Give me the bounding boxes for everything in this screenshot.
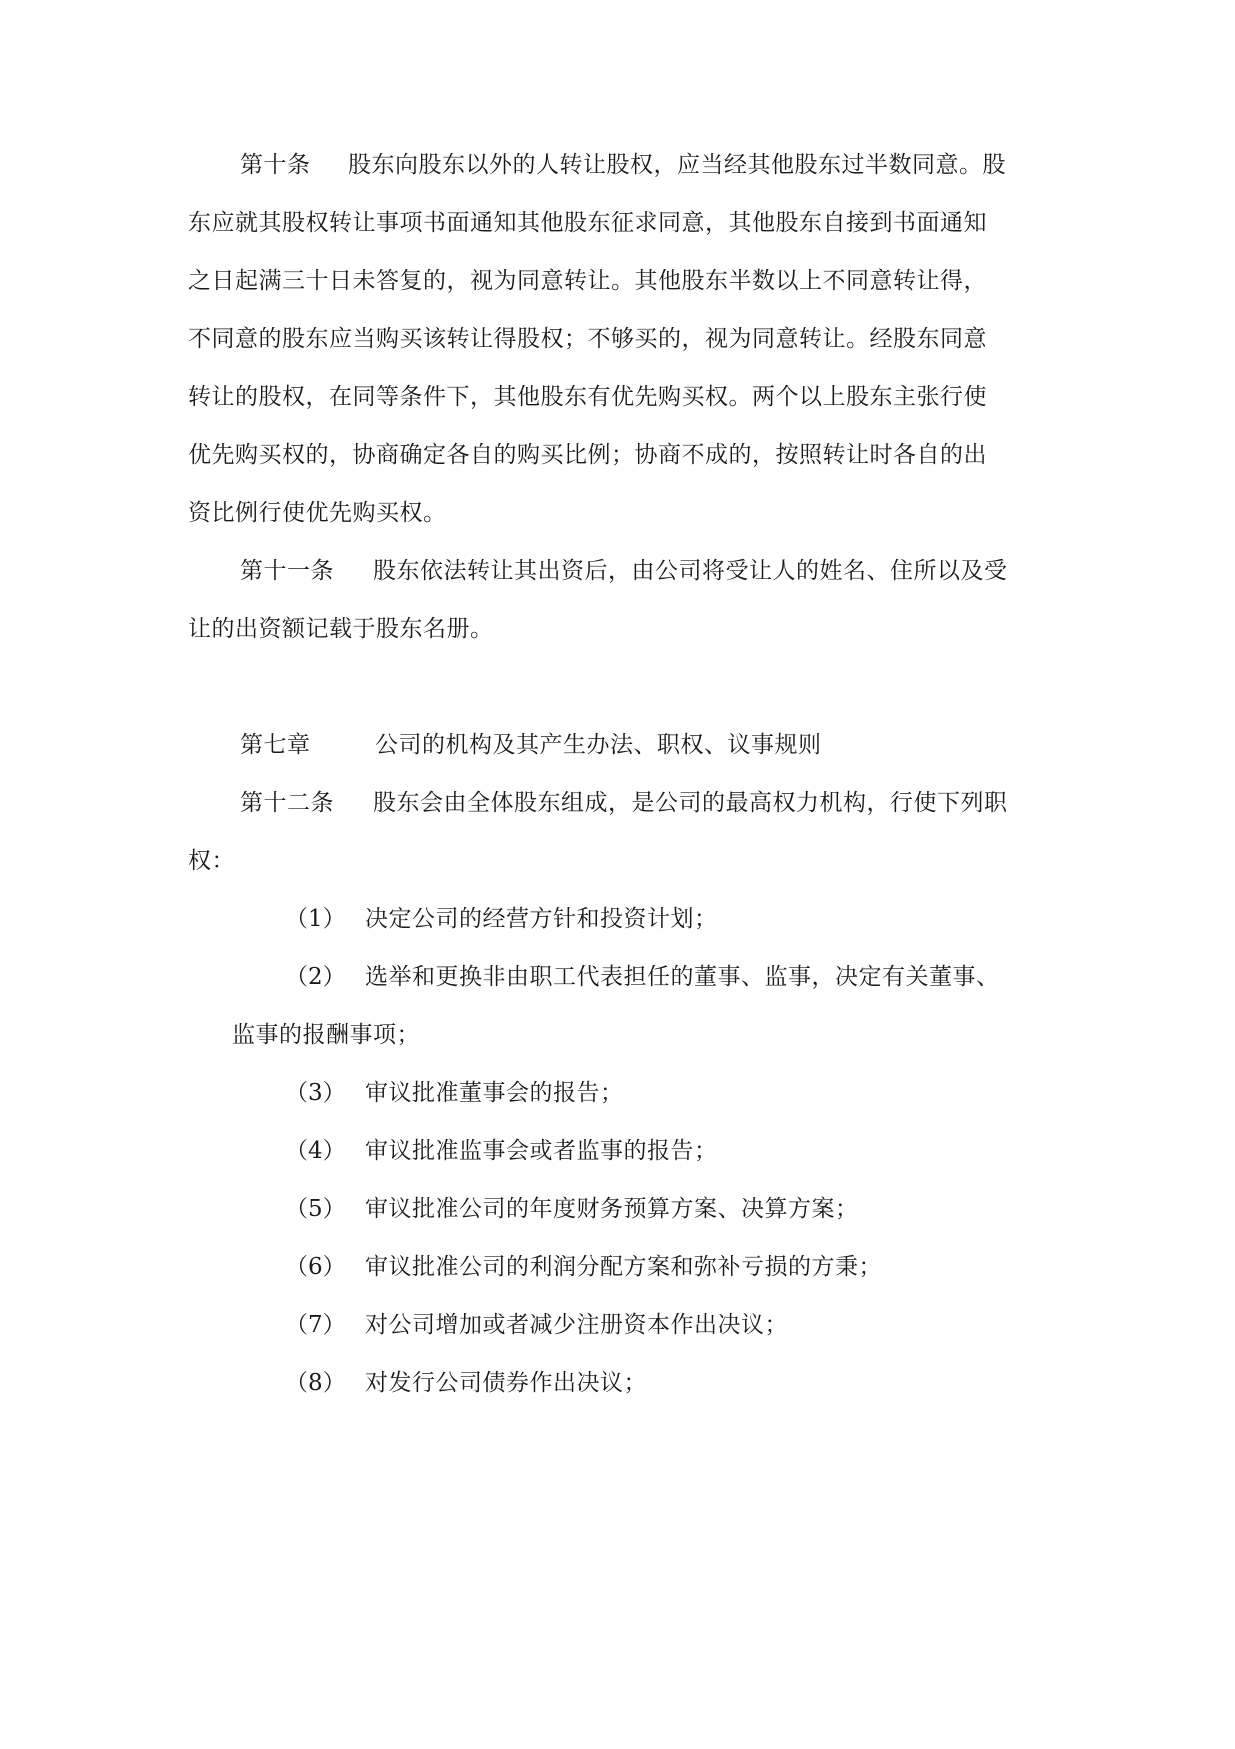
article-10-line: 资比例行使优先购买权。 xyxy=(188,500,447,526)
item-text: 选举和更换非由职工代表担任的董事、监事，决定有关董事、 xyxy=(365,964,1000,990)
item-number: （7） xyxy=(285,1312,346,1338)
article-11-line: 股东依法转让其出资后，由公司将受让人的姓名、住所以及受 xyxy=(373,558,1008,584)
chapter-7-label: 第七章 xyxy=(240,732,311,758)
article-10-line: 优先购买权的，协商确定各自的购买比例；协商不成的，按照转让时各自的出 xyxy=(188,442,987,468)
item-text: 审议批准监事会或者监事的报告； xyxy=(365,1138,718,1164)
chapter-7-title: 公司的机构及其产生办法、职权、议事规则 xyxy=(375,732,822,758)
item-number: （8） xyxy=(285,1370,346,1396)
item-text: 对公司增加或者减少注册资本作出决议； xyxy=(365,1312,788,1338)
item-number: （5） xyxy=(285,1196,346,1222)
article-10-line: 东应就其股权转让事项书面通知其他股东征求同意，其他股东自接到书面通知 xyxy=(188,210,987,236)
article-10-label: 第十条 xyxy=(240,152,311,178)
article-12-label: 第十二条 xyxy=(240,790,334,816)
article-12-line: 权： xyxy=(188,848,235,874)
article-11-label: 第十一条 xyxy=(240,558,334,584)
item-text: 对发行公司债券作出决议； xyxy=(365,1370,647,1396)
item-number: （2） xyxy=(285,964,346,990)
item-number: （6） xyxy=(285,1254,346,1280)
item-number: （4） xyxy=(285,1138,346,1164)
article-12-line: 股东会由全体股东组成，是公司的最高权力机构，行使下列职 xyxy=(373,790,1008,816)
item-text: 决定公司的经营方针和投资计划； xyxy=(365,906,718,932)
item-text-continued: 监事的报酬事项； xyxy=(232,1022,420,1048)
item-text: 审议批准公司的年度财务预算方案、决算方案； xyxy=(365,1196,859,1222)
article-10-line: 股东向股东以外的人转让股权，应当经其他股东过半数同意。股 xyxy=(348,152,1006,178)
article-10-line: 不同意的股东应当购买该转让得股权；不够买的，视为同意转让。经股东同意 xyxy=(188,326,987,352)
article-10-line: 之日起满三十日未答复的，视为同意转让。其他股东半数以上不同意转让得， xyxy=(188,268,987,294)
article-10-line: 转让的股权，在同等条件下，其他股东有优先购买权。两个以上股东主张行使 xyxy=(188,384,987,410)
item-number: （3） xyxy=(285,1080,346,1106)
item-number: （1） xyxy=(285,906,346,932)
item-text: 审议批准董事会的报告； xyxy=(365,1080,624,1106)
item-text: 审议批准公司的利润分配方案和弥补亏损的方秉； xyxy=(365,1254,882,1280)
article-11-line: 让的出资额记载于股东名册。 xyxy=(188,616,494,642)
